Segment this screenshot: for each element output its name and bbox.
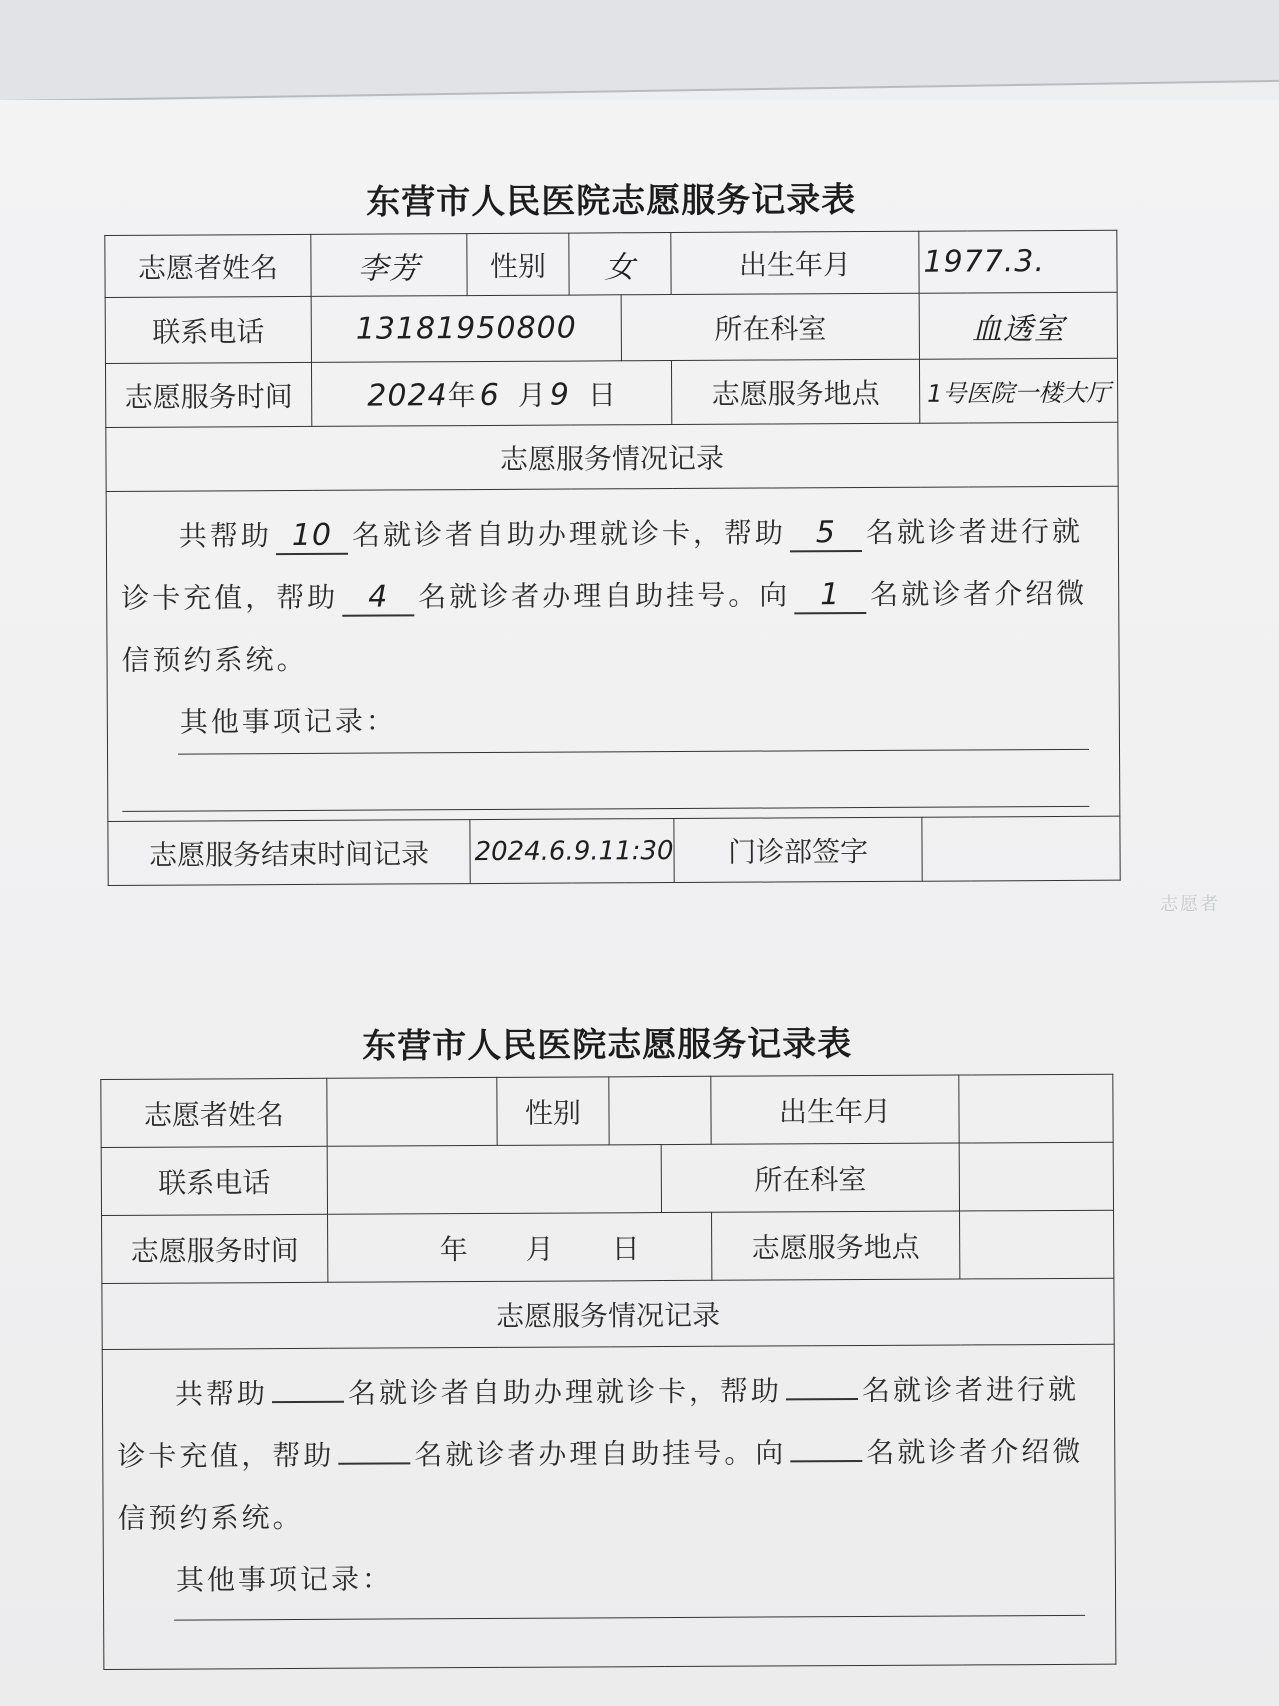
service-record-body <box>102 1344 1116 1669</box>
narrative-text: 共帮助 <box>178 519 272 553</box>
service-time-label: 志愿服务时间 <box>102 1214 328 1283</box>
location-label: 志愿服务地点 <box>712 1211 960 1280</box>
month-value: 6 <box>479 377 500 413</box>
location-field[interactable] <box>960 1210 1114 1279</box>
count-recharge-field[interactable]: 5 <box>790 516 862 552</box>
narrative-text: 名就诊者自助办理就诊卡，帮助 <box>347 1374 783 1410</box>
narrative-text: 名就诊者办理自助挂号。向 <box>418 578 791 614</box>
day-label: 日 <box>611 1231 640 1265</box>
phone-label: 联系电话 <box>101 1146 327 1215</box>
side-mark: 志愿者 <box>1160 894 1220 915</box>
signature-field[interactable] <box>922 816 1120 881</box>
service-time-label: 志愿服务时间 <box>105 362 311 427</box>
gender-label: 性别 <box>497 1077 609 1146</box>
narrative-text: 诊卡充值，帮助 <box>121 580 339 615</box>
narrative-text: 名就诊者进行就 <box>861 1372 1080 1408</box>
year-label: 年 <box>439 1232 468 1266</box>
service-date-field[interactable] <box>311 361 671 427</box>
end-time-label: 志愿服务结束时间记录 <box>108 820 470 886</box>
name-label: 志愿者姓名 <box>101 1078 327 1147</box>
notes-line[interactable] <box>174 1615 1085 1621</box>
birth-field[interactable] <box>959 1074 1113 1143</box>
narrative-text: 名就诊者自助办理就诊卡，帮助 <box>351 516 786 552</box>
count-wechat-field[interactable] <box>790 1460 862 1462</box>
count-card-field[interactable]: 10 <box>276 519 348 555</box>
name-field[interactable]: 李芳 <box>311 234 467 297</box>
narrative-text: 名就诊者介绍微 <box>866 1434 1084 1469</box>
other-notes-label: 其他事项记录： <box>175 1562 394 1597</box>
birth-label: 出生年月 <box>671 231 919 294</box>
narrative-text: 信预约系统。 <box>117 1500 304 1535</box>
year-label: 年 <box>447 378 476 412</box>
dept-field[interactable] <box>959 1142 1113 1211</box>
phone-label: 联系电话 <box>105 296 311 363</box>
birth-label: 出生年月 <box>711 1075 959 1144</box>
name-label: 志愿者姓名 <box>105 234 311 297</box>
narrative-text: 名就诊者办理自助挂号。向 <box>414 1436 787 1472</box>
paper-edge <box>0 0 1279 102</box>
dept-label: 所在科室 <box>661 1143 959 1213</box>
count-register-field[interactable] <box>338 1462 410 1464</box>
location-label: 志愿服务地点 <box>671 359 919 424</box>
name-field[interactable] <box>327 1077 497 1146</box>
location-field[interactable]: 1号医院一楼大厅 <box>919 358 1117 423</box>
record-form-2 <box>100 1015 1117 1670</box>
day-value: 9 <box>549 377 571 413</box>
narrative-text: 共帮助 <box>174 1377 269 1411</box>
section-header: 志愿服务情况记录 <box>102 1278 1114 1349</box>
form-title: 东营市人民医院志愿服务记录表 <box>362 1024 853 1067</box>
month-label: 月 <box>525 1232 554 1266</box>
gender-label: 性别 <box>467 233 569 296</box>
gender-field[interactable]: 女 <box>569 233 671 296</box>
record-form-1 <box>104 171 1122 886</box>
phone-field[interactable] <box>327 1145 661 1215</box>
narrative-text: 信预约系统。 <box>121 642 308 677</box>
dept-field[interactable]: 血透室 <box>919 292 1117 359</box>
narrative-text: 诊卡充值，帮助 <box>117 1438 335 1473</box>
year-value: 2024 <box>367 377 448 414</box>
day-label: 日 <box>587 377 617 411</box>
end-time-field[interactable]: 2024.6.9.11:30 <box>470 819 674 884</box>
notes-line[interactable] <box>122 806 1089 812</box>
gender-field[interactable] <box>609 1076 711 1145</box>
record-table <box>104 230 1120 886</box>
dept-label: 所在科室 <box>621 293 919 361</box>
month-label: 月 <box>517 378 546 412</box>
form-title: 东营市人民医院志愿服务记录表 <box>366 180 857 223</box>
count-register-field[interactable]: 4 <box>342 580 414 616</box>
service-date-field[interactable] <box>328 1212 712 1282</box>
service-record-body <box>106 486 1120 821</box>
birth-field[interactable]: 1977.3. <box>919 230 1117 293</box>
section-header: 志愿服务情况记录 <box>106 422 1118 491</box>
count-recharge-field[interactable] <box>786 1398 858 1400</box>
count-wechat-field[interactable]: 1 <box>794 578 866 614</box>
other-notes-label: 其他事项记录： <box>179 704 397 739</box>
count-card-field[interactable] <box>272 1401 344 1403</box>
record-table <box>100 1074 1116 1670</box>
signature-label: 门诊部签字 <box>674 817 922 882</box>
narrative-text: 名就诊者介绍微 <box>870 576 1088 611</box>
narrative-text: 名就诊者进行就 <box>865 514 1084 550</box>
phone-field[interactable]: 13181950800 <box>311 295 621 363</box>
